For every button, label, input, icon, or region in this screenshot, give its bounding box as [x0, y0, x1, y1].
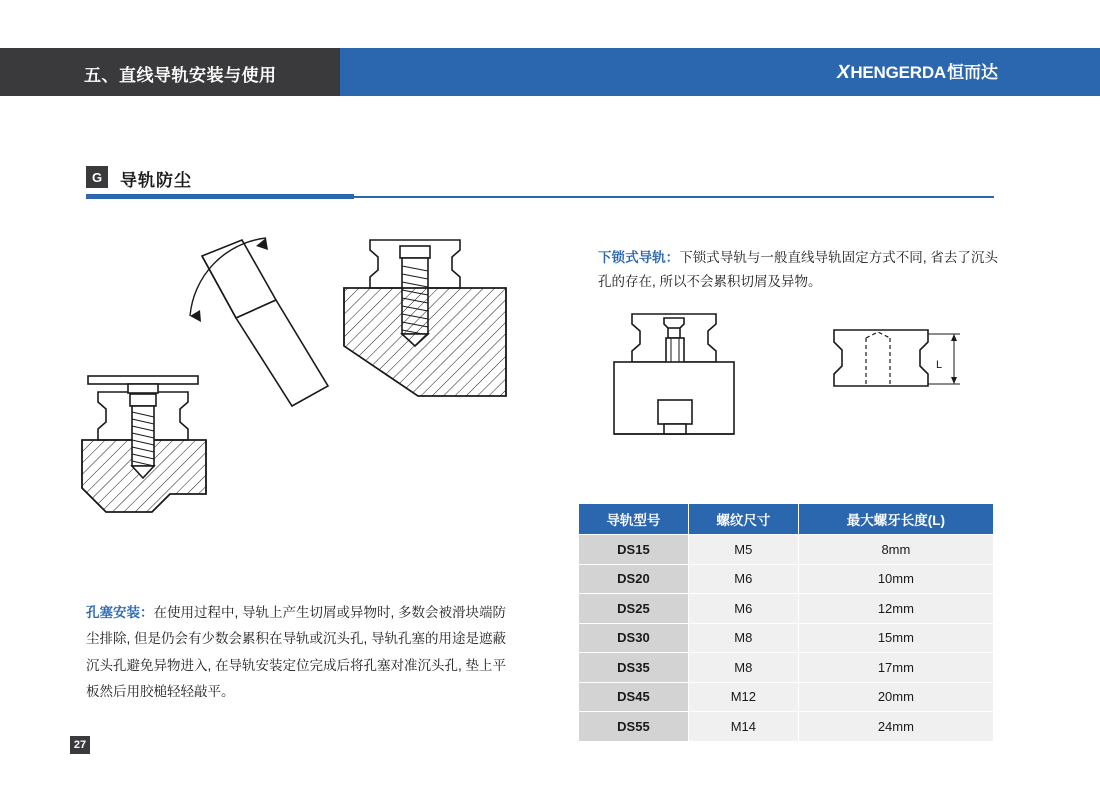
cell-model: DS30 — [579, 623, 689, 653]
plug-installation-paragraph — [86, 600, 506, 705]
cell-model: DS15 — [579, 535, 689, 565]
plug-installation-body: 在使用过程中, 导轨上产生切屑或异物时, 多数会被滑块端防尘排除, 但是仍会有少数会累积在导轨或沉头孔, 导轨孔塞的用途是遮蔽沉头孔避免异物进入, 在导轨安装定位完成后将孔塞对准沉头孔, 垫上平板然后用胶槌轻轻敲平。 — [86, 605, 507, 699]
cell-length: 15mm — [798, 623, 993, 653]
header-slant-edge — [300, 48, 336, 96]
chapter-title: 五、直线导轨安装与使用 — [84, 66, 277, 85]
cell-thread: M12 — [688, 682, 798, 712]
section-title: 导轨防尘 — [120, 171, 192, 190]
cell-model: DS20 — [579, 564, 689, 594]
page-number: 27 — [70, 736, 90, 754]
cell-model: DS45 — [579, 682, 689, 712]
cell-length: 8mm — [798, 535, 993, 565]
bottom-lock-paragraph — [598, 246, 998, 293]
bottom-lock-body: 下锁式导轨与一般直线导轨固定方式不同, 省去了沉头孔的存在, 所以不会累积切屑及异物。 — [598, 250, 999, 289]
brand-name-cn: 恒而达 — [947, 62, 998, 82]
col-header-thread: 螺纹尺寸 — [688, 504, 798, 535]
bottom-lock-lead: 下锁式导轨： — [598, 250, 680, 265]
table-row — [579, 564, 994, 594]
table-row — [579, 623, 994, 653]
cell-thread: M8 — [688, 623, 798, 653]
cell-thread: M14 — [688, 712, 798, 742]
page-header — [0, 48, 1100, 96]
col-header-length: 最大螺牙长度(L) — [798, 504, 993, 535]
cell-length: 10mm — [798, 564, 993, 594]
section-rule-thick — [86, 194, 354, 199]
cell-thread: M8 — [688, 653, 798, 683]
cell-model: DS25 — [579, 594, 689, 624]
section-badge: G — [86, 166, 108, 188]
table-row — [579, 594, 994, 624]
col-header-model: 导轨型号 — [579, 504, 689, 535]
brand-name-en: HENGERDA — [850, 62, 946, 82]
cell-length: 12mm — [798, 594, 993, 624]
cell-thread: M5 — [688, 535, 798, 565]
section-rule-thin — [354, 196, 994, 198]
table-row — [579, 535, 994, 565]
figure-bottom-lock-rail — [598, 306, 978, 486]
plug-installation-lead: 孔塞安装： — [86, 605, 154, 620]
rail-spec-table — [578, 503, 994, 742]
cell-length: 24mm — [798, 712, 993, 742]
brand-mark-icon: X — [834, 61, 852, 83]
cell-model: DS35 — [579, 653, 689, 683]
cell-thread: M6 — [688, 564, 798, 594]
cell-thread: M6 — [688, 594, 798, 624]
svg-text:L: L — [936, 359, 943, 371]
cell-length: 20mm — [798, 682, 993, 712]
figure-plug-installation — [70, 226, 540, 521]
table-row — [579, 682, 994, 712]
brand-logo — [834, 61, 998, 83]
cell-length: 17mm — [798, 653, 993, 683]
table-row — [579, 712, 994, 742]
table-header-row — [579, 504, 994, 535]
table-row — [579, 653, 994, 683]
cell-model: DS55 — [579, 712, 689, 742]
